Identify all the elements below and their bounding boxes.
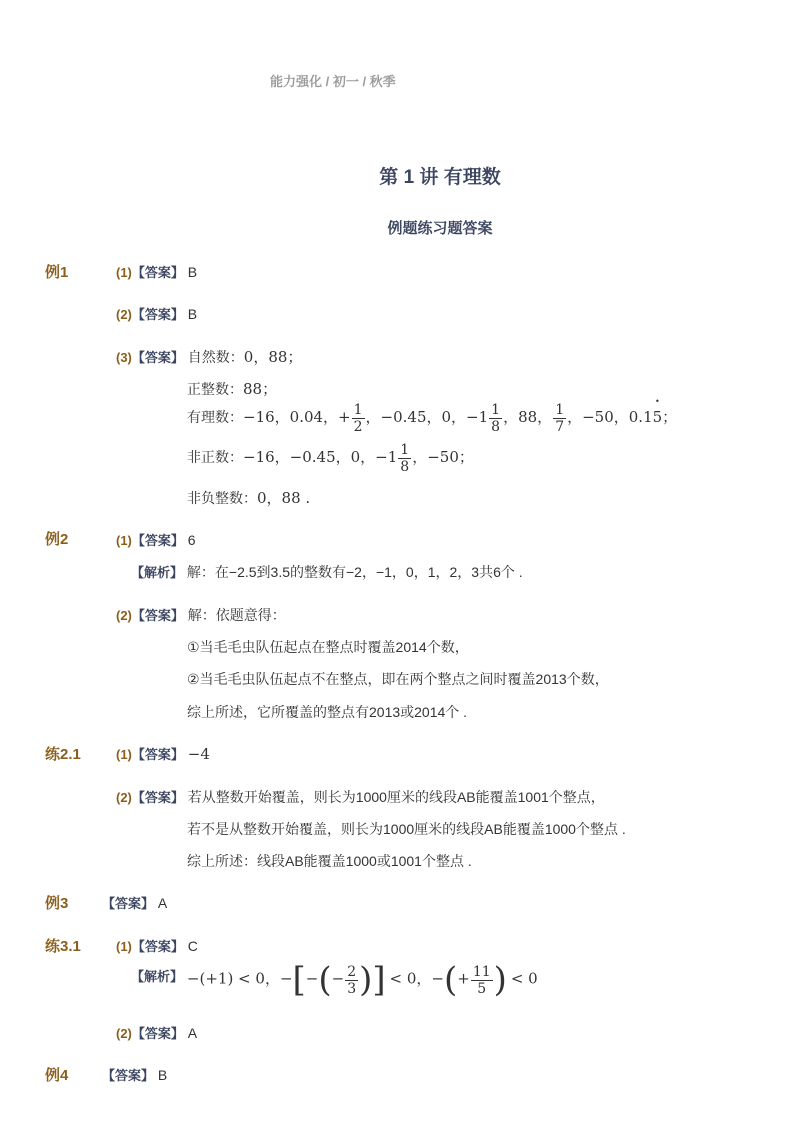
ex4-answer-line: 【答案】 B [102,1067,168,1083]
ex2-part2: (2)【答案】 解：依题意得： [116,607,286,623]
practice-3-1-label: 练3.1 [45,938,81,955]
page-subtitle: 例题练习题答案 [387,220,493,237]
pr31-part2: (2)【答案】 A [116,1025,198,1041]
breadcrumb: 能力强化 / 初一 / 秋季 [270,74,396,89]
ex1-part3-natural: (3)【答案】 自然数：0，88； [116,348,303,366]
ex2-part1: (1)【答案】 6 [116,532,196,548]
ex1-part2: (2)【答案】 B [116,306,198,322]
ex1-part2-answer: B [187,306,198,322]
ex1-part3-posint: 正整数：88； [187,380,278,398]
ex2-part2-line3: ②当毛毛虫队伍起点不在整点，即在两个整点之间时覆盖2013个数， [187,671,609,687]
ex2-part2-line4: 综上所述，它所覆盖的整点有2013或2014个 . [187,704,468,720]
ex2-part2-line2: ①当毛毛虫队伍起点在整点时覆盖2014个数， [187,639,469,655]
example-3-label: 例3 [45,895,69,912]
ex1-part3-nonpositive: 非正数：−16，−0.45，0，−1 $\frac{1}{8}$ ，−50； [187,442,474,475]
ex1-part1: (1)【答案】 B [116,264,198,280]
pr31-part1-analysis: 【解析】 −(+1) < 0，−[−(− $\frac{2}{3}$ )] < 0，−(+ $\frac{11}{5}$ ) < 0 [131,960,538,1000]
pr21-part2-line3: 综上所述：线段AB能覆盖1000或1001个整点 . [187,853,472,869]
ex1-part1-answer: B [187,264,198,280]
ex1-part3-nonnegative: 非负整数：0，88 . [187,489,311,507]
pr21-part2: (2)【答案】 若从整数开始覆盖，则长为1000厘米的线段AB能覆盖1001个整点， [116,789,605,805]
pr31-part1: (1)【答案】 C [116,938,198,954]
page-title: 第 1 讲 有理数 [379,167,501,188]
example-2-label: 例2 [45,531,69,548]
pr21-part2-line2: 若不是从整数开始覆盖，则长为1000厘米的线段AB能覆盖1000个整点 . [187,821,626,837]
practice-2-1-label: 练2.1 [45,746,81,763]
ex2-part1-analysis: 【解析】 解：在−2.5到3.5的整数有−2，−1，0，1，2，3共6个 . [131,564,523,580]
pr21-part1: (1)【答案】 −4 [116,745,210,763]
ex1-part3-rational: 有理数：−16，0.04，+ $\frac{1}{2}$ ，−0.45，0，−1 $\frac{1}{8}$ ，88， $\frac{1}{7}$ ，−50，0.15 •； [187,402,677,435]
example-4-label: 例4 [45,1067,69,1084]
example-1-label: 例1 [45,264,69,281]
ex3-answer-line: 【答案】 A [102,895,168,911]
